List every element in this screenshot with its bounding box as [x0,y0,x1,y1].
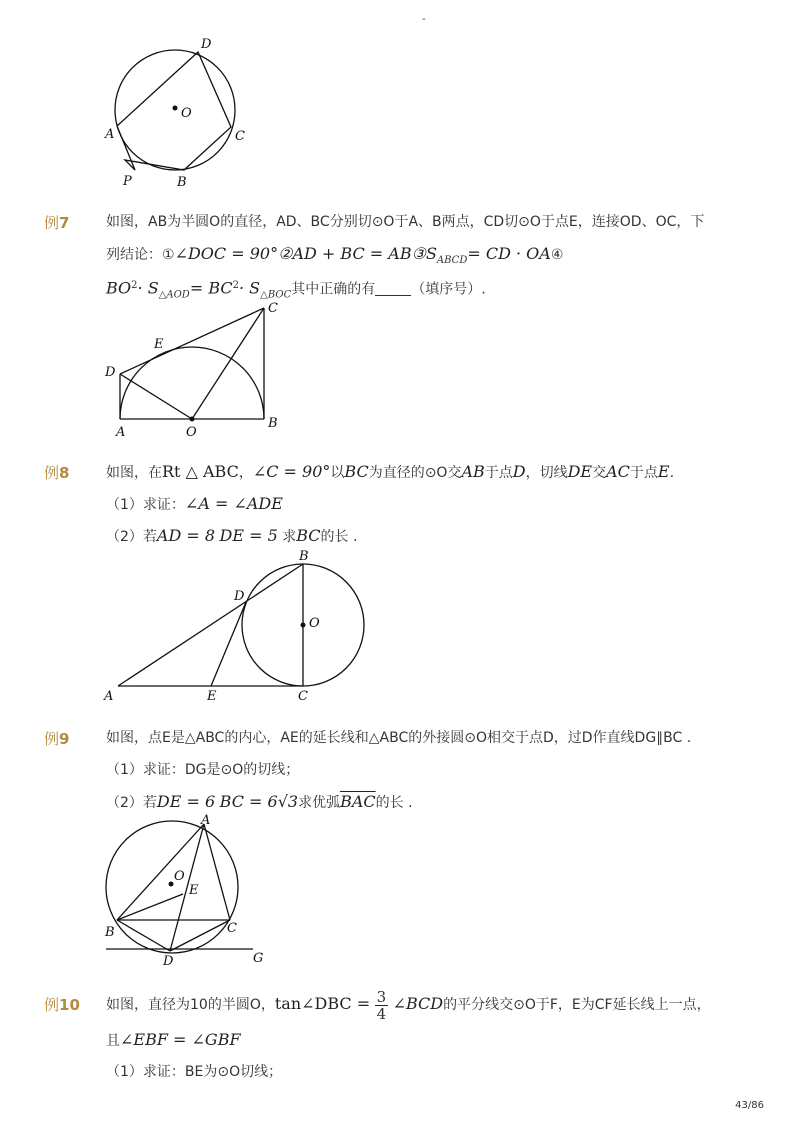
ex8-q2-text-a: （2）若 [106,529,157,545]
fig6-label-c: C [235,129,245,144]
fig6-label-b: B [177,175,187,190]
example-9-line-1: 如图，点E是△ABC的内心，AE的延长线和△ABC的外接圆⊙O相交于点D，过D作直线DG∥BC . [106,730,692,746]
ex8-text-c: 以 [330,465,345,481]
fig9-label-e: E [189,883,199,898]
fig6-label-d: D [201,37,212,52]
ex8-text-a: 如图，在 [106,465,162,481]
ex10-frac-den: 4 [376,1004,387,1023]
fig6-label-o: O [181,106,192,121]
ex8-text-i: . [669,465,675,481]
example-7-line-1: 如图，AB为半圆O的直径，AD、BC分别切⊙O于A、B两点，CD切⊙O于点E，连接OD、OC，下 [106,214,705,230]
fig7-label-a: A [116,425,126,440]
ex7-math-s-sub: ABCD [436,254,468,266]
example-8-question-2 [106,526,357,547]
example-8-number: 8 [59,464,70,482]
ex8-q2-math-de: DE = 5 [219,526,278,545]
fig8-label-b: B [299,549,309,564]
example-8-prefix: 例 [44,464,60,482]
ex7-math-s: ③S [411,244,437,263]
example-9-question-1: （1）求证：DG是⊙O的切线； [106,762,300,778]
ex7-sup-2: 2 [232,280,239,291]
fig9-label-b: B [105,925,115,940]
ex10-math-bcd: ∠BCD [392,994,444,1013]
example-10-line-1 [106,984,711,1025]
fig8-label-d: D [234,589,245,604]
ex8-text-g: 交 [592,465,607,481]
ex7-math-s2: · S [239,278,261,298]
ex8-math-ac: AC [606,462,630,481]
ex9-q2-text-b: 求优弧 [298,795,341,811]
ex7-sub-aod: △AOD [158,289,190,301]
ex8-math-e: E [657,462,670,481]
fig8-label-o: O [309,616,320,631]
ex7-sub-boc: △BOC [260,289,292,301]
ex9-q2-math-bc: BC = 6√3 [219,792,299,811]
fig6-label-p: P [123,174,132,189]
ex10-math-tan: tan∠DBC = [274,994,371,1013]
example-10-number: 10 [59,996,80,1014]
ex8-math-d: D [512,462,526,481]
ex7-sup-1: 2 [131,280,138,291]
figure-example-8 [100,548,380,706]
ex9-q2-math-de: DE = 6 [156,792,216,811]
ex7-math-s1: · S [137,278,159,298]
fig9-label-d: D [163,954,174,969]
ex8-math-angle-c: ∠C = 90° [252,462,331,481]
ex7-circle-4: ④ [550,247,564,263]
header-mark: - [422,14,426,25]
ex7-line3-tail: （填序号）. [411,281,486,298]
example-7-label [44,212,69,233]
ex10-fraction [375,989,389,1022]
ex8-text-h: 于点 [629,465,658,481]
ex9-q2-text-c: 的长 . [375,795,413,811]
ex7-math-bc: = BC [189,278,233,298]
figure-circle-quadrilateral [95,30,265,195]
ex8-text-e: 于点 [484,465,513,481]
ex9-q2-math-arc: $\overline{BAC}$ [340,792,376,811]
fig9-label-o: O [174,869,185,884]
ex9-q2-text-a: （2）若 [106,795,157,811]
ex8-text-b: ， [238,465,253,481]
ex8-q2-text-c: 的长 . [320,529,358,545]
ex7-math-bo: BO [106,278,132,298]
ex8-text-f: ，切线 [525,465,568,481]
fig9-label-a: A [201,813,211,828]
ex7-math-ad-bc: ②AD + BC = AB [278,244,412,263]
fig9-label-c: C [227,921,237,936]
example-9-prefix: 例 [44,730,60,748]
example-7-prefix: 例 [44,214,60,232]
ex7-line2-text: 列结论：① [106,247,175,263]
example-9-number: 9 [59,730,70,748]
ex8-math-rt: Rt △ ABC [162,462,239,481]
ex8-q2-math-bc: BC [296,526,321,545]
figure-example-7 [100,296,300,441]
ex7-math-cd-oa: = CD · OA [467,244,551,263]
example-7-number: 7 [59,214,70,232]
ex10-frac-num: 3 [376,987,387,1006]
figure-example-9 [95,812,275,970]
example-9-question-2 [106,792,413,813]
ex7-line3-text: 其中正确的有 [291,281,376,298]
ex8-math-ab: AB [461,462,485,481]
ex8-q1-text: （1）求证： [106,497,185,513]
ex10-text-b: 的平分线交⊙O于F，E为CF延长线上一点， [443,997,711,1013]
ex8-q1-math: ∠A = ∠ADE [184,494,283,513]
ex8-q2-text-b: 求 [282,529,297,545]
example-10-prefix: 例 [44,996,60,1014]
ex8-math-bc: BC [344,462,369,481]
example-8-line-1 [106,462,674,483]
fig7-label-o: O [186,425,197,440]
fig8-label-e: E [207,689,217,704]
fig8-label-c: C [298,689,308,704]
ex8-math-de: DE [567,462,593,481]
ex8-q2-math-ad: AD = 8 [156,526,216,545]
fig7-label-d: D [105,365,116,380]
fig8-label-a: A [104,689,114,704]
example-10-line-2 [106,1030,241,1051]
ex10-line2-text: 且 [106,1033,120,1049]
ex10-text-a: 如图，直径为10的半圆O， [106,997,275,1013]
fig9-label-g: G [253,951,264,966]
fig7-label-e: E [154,337,164,352]
answer-blank [375,283,411,296]
example-7-line-2 [106,244,563,271]
ex8-text-d: 为直径的⊙O交 [368,465,462,481]
example-9-label [44,728,69,749]
page-number: 43/86 [735,1100,764,1111]
example-8-question-1 [106,494,283,515]
example-10-label [44,994,80,1015]
ex10-line2-math: ∠EBF = ∠GBF [120,1030,241,1049]
example-10-question-1: （1）求证：BE为⊙O切线； [106,1064,283,1080]
example-8-label [44,462,69,483]
fig7-label-c: C [268,301,278,316]
fig7-label-b: B [268,416,278,431]
ex7-math-doc: ∠DOC = 90° [174,244,279,263]
fig6-label-a: A [105,127,115,142]
